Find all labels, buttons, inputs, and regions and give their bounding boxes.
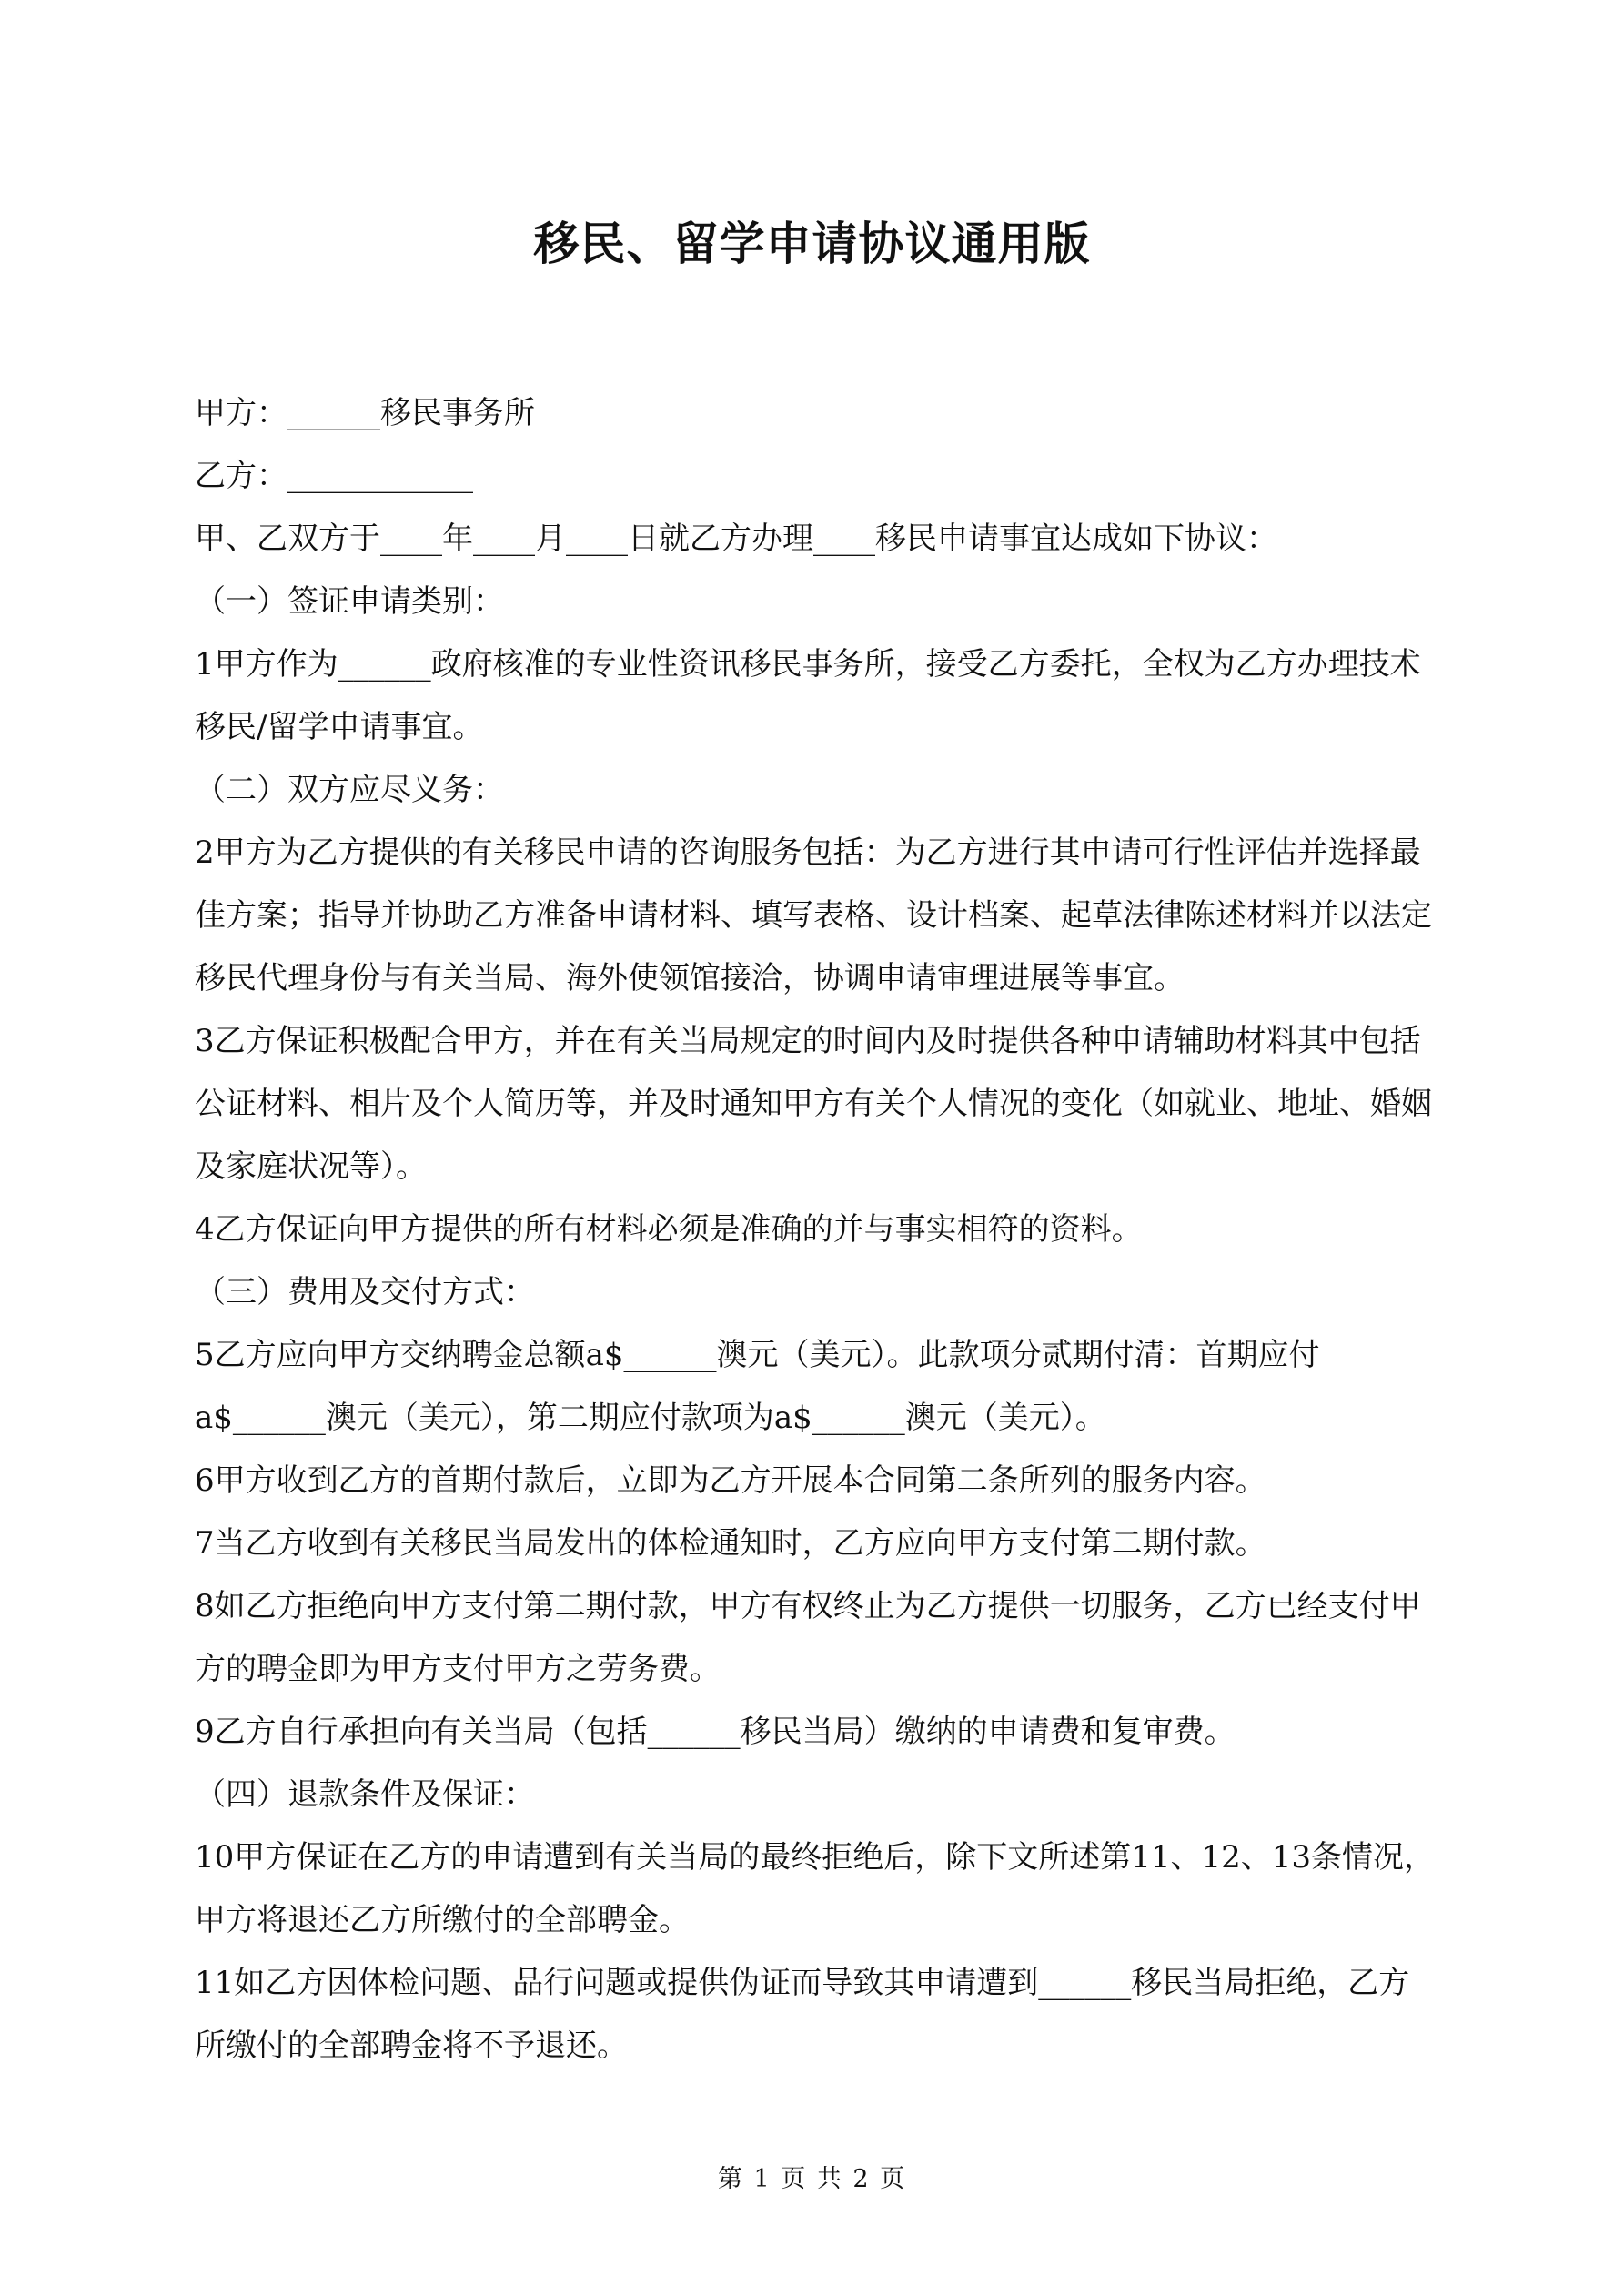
clause-9: 9乙方自行承担向有关当局（包括______移民当局）缴纳的申请费和复审费。 (195, 1714, 1236, 1750)
page-number-footer: 第 1 页 共 2 页 (717, 2165, 907, 2193)
document-title: 移民、留学申请协议通用版 (533, 217, 1091, 270)
section-heading-obligations: （二）双方应尽义务： (195, 772, 504, 808)
section-heading-refund: （四）退款条件及保证： (195, 1776, 535, 1813)
clause-5: 5乙方应向甲方交纳聘金总额a$______澳元（美元）。此款项分贰期付清：首期应付a$______澳元（美元），第二期应付款项为a$______澳元（美元）。 (195, 1337, 1320, 1436)
clause-3: 3乙方保证积极配合甲方，并在有关当局规定的时间内及时提供各种申请辅助材料其中包括公证材料、相片及个人简历等，并及时通知甲方有关个人情况的变化（如就业、地址、婚姻及家庭状况等）。 (195, 1023, 1432, 1185)
clause-6: 6甲方收到乙方的首期付款后，立即为乙方开展本合同第二条所列的服务内容。 (195, 1462, 1266, 1499)
clause-8: 8如乙方拒绝向甲方支付第二期付款，甲方有权终止为乙方提供一切服务，乙方已经支付甲方的聘金即为甲方支付甲方之劳务费。 (195, 1588, 1421, 1687)
clause-10: 10甲方保证在乙方的申请遭到有关当局的最终拒绝后，除下文所述第11、12、13条情况，甲方将退还乙方所缴付的全部聘金。 (195, 1839, 1436, 1938)
section-heading-fees: （三）费用及交付方式： (195, 1274, 535, 1310)
agreement-intro: 甲、乙双方于____年____月____日就乙方办理____移民申请事宜达成如下协议： (195, 521, 1277, 557)
document-body (195, 382, 1439, 2078)
party-b-line: 乙方：____________ (195, 458, 473, 494)
section-heading-visa-category: （一）签证申请类别： (195, 583, 504, 620)
clause-1: 1甲方作为______政府核准的专业性资讯移民事务所，接受乙方委托，全权为乙方办理技术移民/留学申请事宜。 (195, 646, 1421, 745)
clause-4: 4乙方保证向甲方提供的所有材料必须是准确的并与事实相符的资料。 (195, 1211, 1143, 1248)
party-a-line: 甲方：______移民事务所 (195, 395, 535, 431)
clause-2: 2甲方为乙方提供的有关移民申请的咨询服务包括：为乙方进行其申请可行性评估并选择最佳方案；指导并协助乙方准备申请材料、填写表格、设计档案、起草法律陈述材料并以法定移民代理身份与有关当局、海外使领馆接洽，协调申请审理进展等事宜。 (195, 834, 1432, 996)
clause-7: 7当乙方收到有关移民当局发出的体检通知时，乙方应向甲方支付第二期付款。 (195, 1525, 1266, 1562)
clause-11: 11如乙方因体检问题、品行问题或提供伪证而导致其申请遭到______移民当局拒绝，乙方所缴付的全部聘金将不予退还。 (195, 1965, 1410, 2064)
